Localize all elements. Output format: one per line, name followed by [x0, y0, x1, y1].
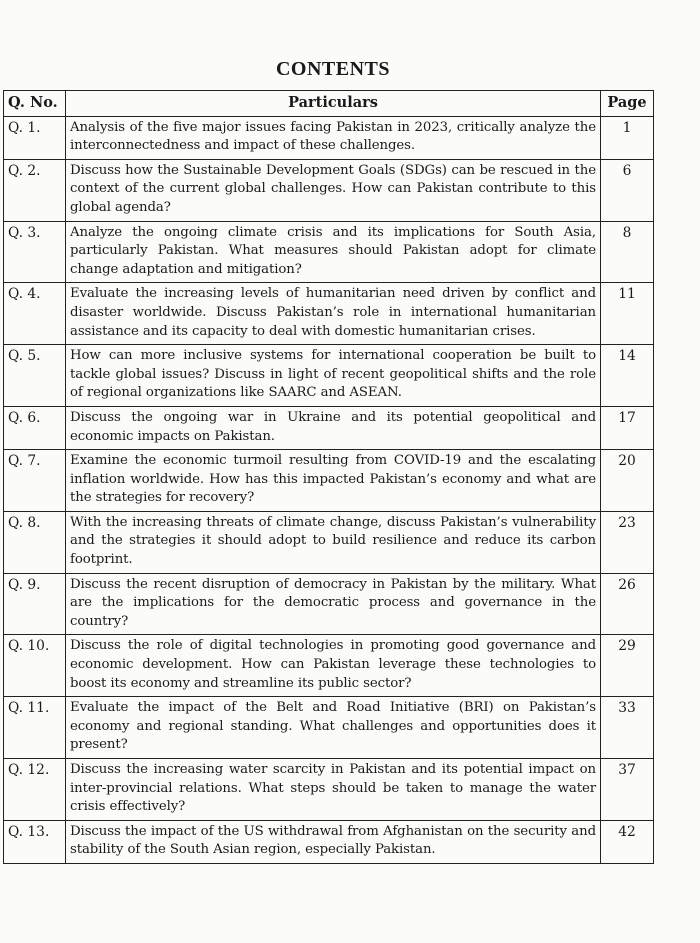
table-row: [4, 283, 654, 345]
table-row: [4, 450, 654, 512]
question-number: Q. 10.: [4, 635, 66, 697]
table-row: [4, 221, 654, 283]
page-number: 14: [601, 345, 654, 407]
page-number: 23: [601, 511, 654, 573]
question-text: Examine the economic turmoil resulting from COVID-19 and the escalating inflation worldwide. How has this impacted Pakistan’s economy and what are the strategies for recovery?: [66, 450, 601, 512]
table-row: [4, 573, 654, 635]
contents-table: [3, 90, 654, 864]
page-number: 37: [601, 759, 654, 821]
question-text: Analysis of the five major issues facing Pakistan in 2023, critically analyze the interconnectedness and impact of these challenges.: [66, 116, 601, 159]
page-number: 6: [601, 159, 654, 221]
page-number: 11: [601, 283, 654, 345]
question-number: Q. 12.: [4, 759, 66, 821]
question-number: Q. 13.: [4, 820, 66, 863]
page-number: 20: [601, 450, 654, 512]
question-text: With the increasing threats of climate change, discuss Pakistan’s vulnerability and the strategies it should adopt to build resilience and reduce its carbon footprint.: [66, 511, 601, 573]
question-text: Analyze the ongoing climate crisis and its implications for South Asia, particularly Pakistan. What measures should Pakistan adopt for climate change adaptation and mitigation?: [66, 221, 601, 283]
question-text: Discuss how the Sustainable Development Goals (SDGs) can be rescued in the context of the current global challenges. How can Pakistan contribute to this global agenda?: [66, 159, 601, 221]
question-text: How can more inclusive systems for international cooperation be built to tackle global issues? Discuss in light of recent geopolitical shifts and the role of regional organizations like SAARC and ASEAN.: [66, 345, 601, 407]
page-number: 29: [601, 635, 654, 697]
table-row: [4, 759, 654, 821]
question-number: Q. 4.: [4, 283, 66, 345]
header-row: [4, 91, 654, 117]
question-number: Q. 3.: [4, 221, 66, 283]
question-text: Evaluate the impact of the Belt and Road Initiative (BRI) on Pakistan’s economy and regional standing. What challenges and opportunities does it present?: [66, 697, 601, 759]
page-number: 8: [601, 221, 654, 283]
question-text: Discuss the ongoing war in Ukraine and its potential geopolitical and economic impacts on Pakistan.: [66, 406, 601, 449]
question-number: Q. 5.: [4, 345, 66, 407]
page-number: 33: [601, 697, 654, 759]
question-text: Evaluate the increasing levels of humanitarian need driven by conflict and disaster worldwide. Discuss Pakistan’s role in international humanitarian assistance and its capacity to deal with domestic humanitarian crises.: [66, 283, 601, 345]
page-number: 42: [601, 820, 654, 863]
header-page: Page: [601, 91, 654, 117]
page-number: 1: [601, 116, 654, 159]
table-row: [4, 159, 654, 221]
table-row: [4, 697, 654, 759]
table-row: [4, 406, 654, 449]
question-number: Q. 6.: [4, 406, 66, 449]
question-number: Q. 2.: [4, 159, 66, 221]
question-text: Discuss the recent disruption of democracy in Pakistan by the military. What are the implications for the democratic process and governance in the country?: [66, 573, 601, 635]
header-qno: Q. No.: [4, 91, 66, 117]
question-number: Q. 1.: [4, 116, 66, 159]
question-text: Discuss the impact of the US withdrawal from Afghanistan on the security and stability of the South Asian region, especially Pakistan.: [66, 820, 601, 863]
question-text: Discuss the role of digital technologies in promoting good governance and economic development. How can Pakistan leverage these technologies to boost its economy and streamline its public sector?: [66, 635, 601, 697]
table-row: [4, 635, 654, 697]
question-number: Q. 8.: [4, 511, 66, 573]
question-number: Q. 9.: [4, 573, 66, 635]
table-row: [4, 820, 654, 863]
table-row: [4, 345, 654, 407]
question-number: Q. 11.: [4, 697, 66, 759]
table-row: [4, 116, 654, 159]
header-particulars: Particulars: [66, 91, 601, 117]
page-title: CONTENTS: [275, 58, 391, 80]
page-number: 26: [601, 573, 654, 635]
table-row: [4, 511, 654, 573]
question-number: Q. 7.: [4, 450, 66, 512]
question-text: Discuss the increasing water scarcity in Pakistan and its potential impact on inter-provincial relations. What steps should be taken to manage the water crisis effectively?: [66, 759, 601, 821]
page-number: 17: [601, 406, 654, 449]
